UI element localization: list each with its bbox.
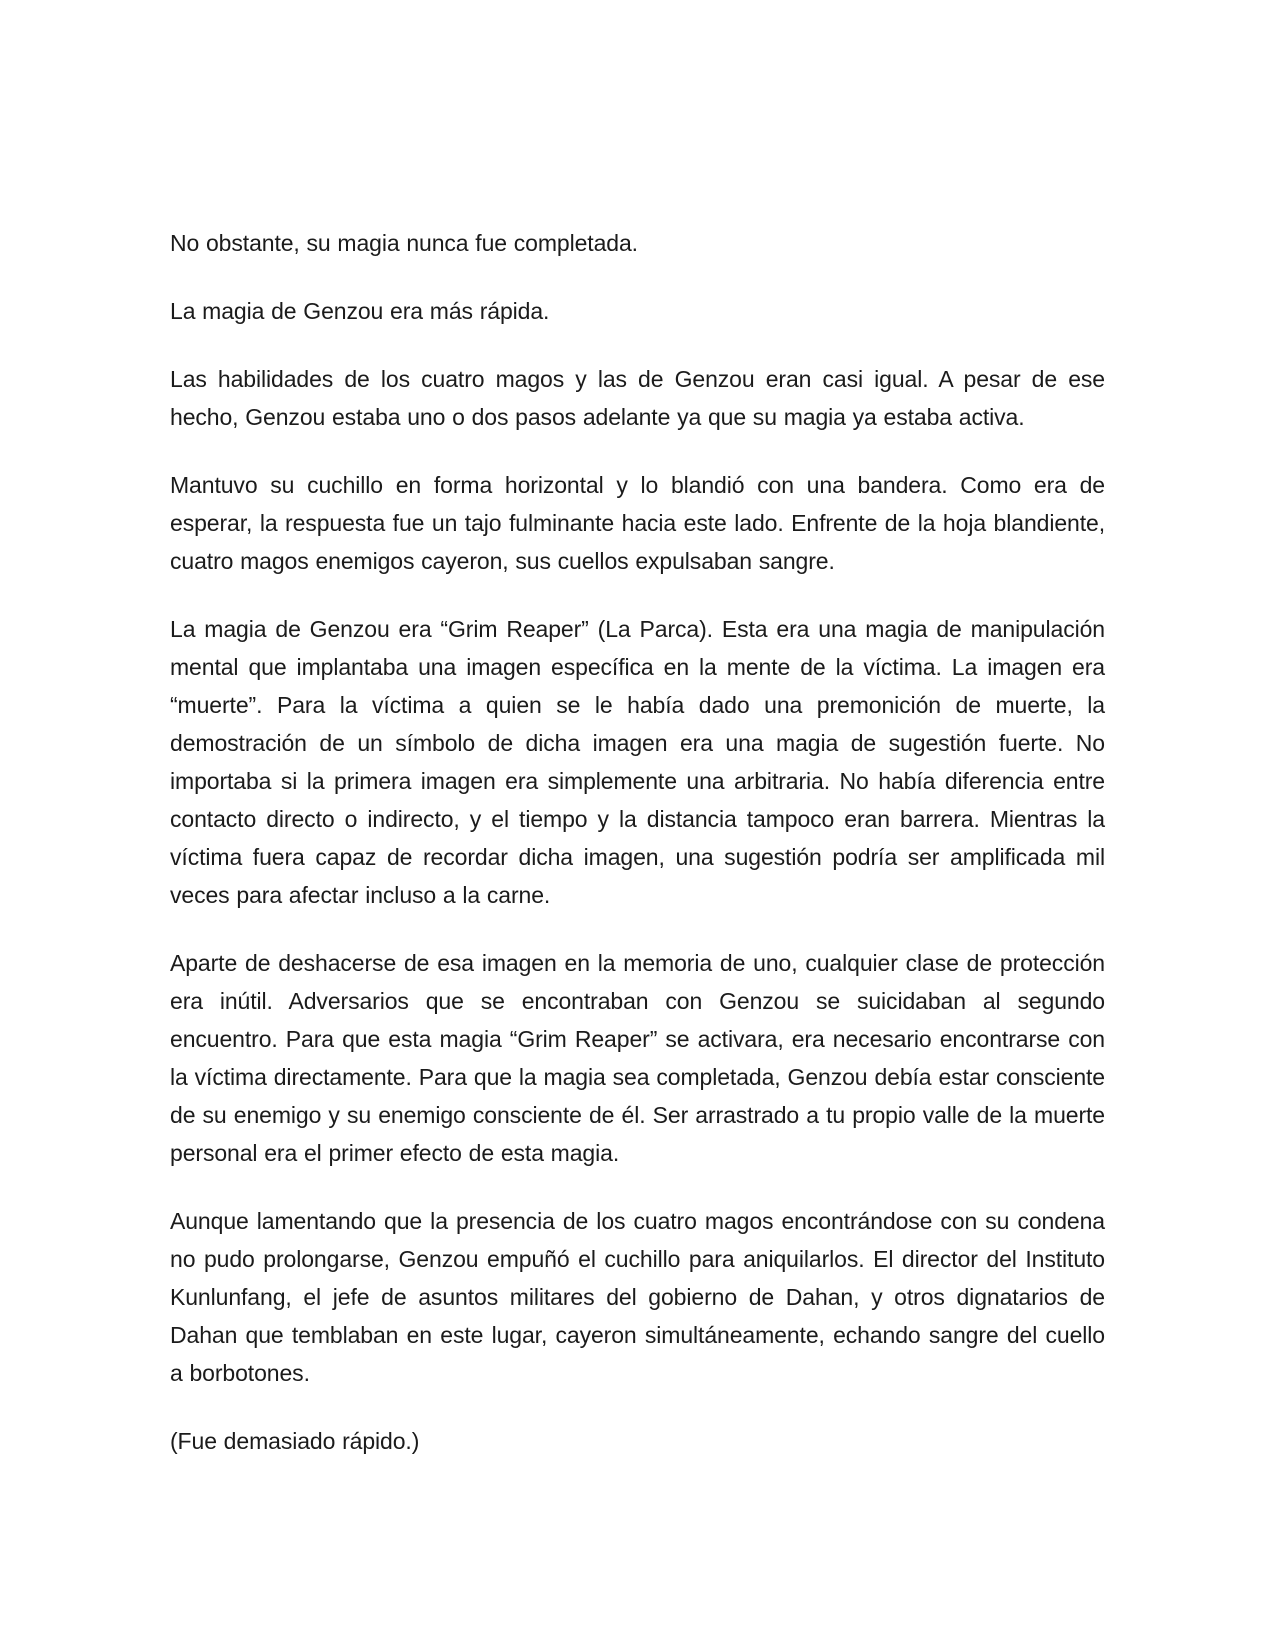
paragraph-3: Las habilidades de los cuatro magos y las de Genzou eran casi igual. A pesar de ese hecho, Genzou estaba uno o dos pasos adelante ya que su magia ya estaba activa. (170, 366, 1105, 430)
paragraph-6: Aparte de deshacerse de esa imagen en la memoria de uno, cualquier clase de protección era inútil. Adversarios que se encontraban con Genzou se suicidaban al segundo encuentro. Para que esta magia “Grim Reaper” se activara, era necesario encontrarse con la víctima directamente. Para que la magia sea completada, Genzou debía estar consciente de su enemigo y su enemigo consciente de él. Ser arrastrado a tu propio valle de la muerte personal era el primer efecto de esta magia. (170, 950, 1105, 1166)
paragraph-2: La magia de Genzou era más rápida. (170, 298, 550, 324)
paragraph-4: Mantuvo su cuchillo en forma horizontal y lo blandió con una bandera. Como era de esperar, la respuesta fue un tajo fulminante hacia este lado. Enfrente de la hoja blandiente, cuatro magos enemigos cayeron, sus cuellos expulsaban sangre. (170, 472, 1105, 574)
paragraph-7: Aunque lamentando que la presencia de los cuatro magos encontrándose con su condena no pudo prolongarse, Genzou empuñó el cuchillo para aniquilarlos. El director del Instituto Kunlunfang, el jefe de asuntos militares del gobierno de Dahan, y otros dignatarios de Dahan que temblaban en este lugar, cayeron simultáneamente, echando sangre del cuello a borbotones. (170, 1208, 1105, 1386)
paragraph-8: (Fue demasiado rápido.) (170, 1428, 420, 1454)
paragraph-5: La magia de Genzou era “Grim Reaper” (La Parca). Esta era una magia de manipulación mental que implantaba una imagen específica en la mente de la víctima. La imagen era “muerte”. Para la víctima a quien se le había dado una premonición de muerte, la demostración de un símbolo de dicha imagen era una magia de sugestión fuerte. No importaba si la primera imagen era simplemente una arbitraria. No había diferencia entre contacto directo o indirecto, y el tiempo y la distancia tampoco eran barrera. Mientras la víctima fuera capaz de recordar dicha imagen, una sugestión podría ser amplificada mil veces para afectar incluso a la carne. (170, 616, 1105, 908)
paragraph-1: No obstante, su magia nunca fue completada. (170, 230, 638, 256)
